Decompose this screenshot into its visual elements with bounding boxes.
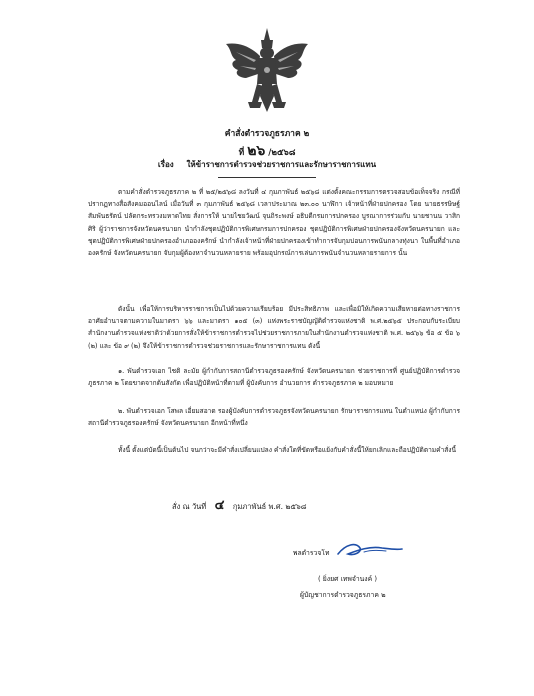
date-suffix: กุมภาพันธ์ พ.ศ. ๒๕๖๘ [232,502,307,511]
order-date [172,494,307,515]
body-paragraph-3-text: ๑. พันตำรวจเอก ไชติ ละมัย ผู้กำกับการสถานีตำรวจภูธรองครักษ์ จังหวัดนครนายก ช่วยราชการที่ ศูนย์ปฏิบัติการตำรวจภูธรภาค ๒ โดยขาดจากต้นสังกัด เพื่อปฏิบัติหน้าที่ตามที่ ผู้บังคับการ อำนวยการ ตำรวจภูธรภาค ๒ มอบหมาย [88,367,460,388]
subject-label: เรื่อง [157,160,174,169]
body-paragraph-4-text: ๒. พันตำรวจเอก โสพล เอี่ยมสอาด รองผู้บังคับการตำรวจภูธรจังหวัดนครนายก รักษาราชการแทน ในตำแหน่ง ผู้กำกับการ สถานีตำรวจภูธรองครักษ์ จังหวัดนครนายก อีกหน้าที่หนึ่ง [88,407,460,428]
subject-text: ให้ข้าราชการตำรวจช่วยราชการและรักษาราชการแทน [186,160,377,169]
body-paragraph-2-text: ดังนั้น เพื่อให้การบริหารราชการเป็นไปด้วยความเรียบร้อย มีประสิทธิภาพ และเพื่อมิให้เกิดความเสียหายต่อทางราชการ อาศัยอำนาจตามความในมาตรา ๖๖ และมาตรา ๑๐๕ (๓) แห่งพระราชบัญญัติตำรวจแห่งชาติ พ.ศ.๒๕๖๕ ประกอบกับระเบียบสำนักงานตำรวจแห่งชาติว่าด้วยการสั่งให้ข้าราชการตำรวจไปช่วยราชการภายในสำนักงานตำรวจแห่งชาติ พ.ศ. ๒๕๖๖ ข้อ ๕ ข้อ ๖ (๒) และ ข้อ ๙ (๒) จึงให้ข้าราชการตำรวจช่วยราชการและรักษาราชการแทน ดังนี้ [88,305,460,350]
order-number-suffix: /๒๕๖๘ [268,148,296,158]
handwritten-signature [334,538,404,562]
body-paragraph-2 [88,303,460,352]
body-paragraph-1-text: ตามคำสั่งตำรวจภูธรภาค ๒ ที่ ๒๕/๒๕๖๘ ลงวันที่ ๔ กุมภาพันธ์ ๒๕๖๘ แต่งตั้งคณะกรรมการตรวจสอบข้อเท็จจริง กรณีที่ปรากฏทางสื่อสังคมออนไลน์ เมื่อวันที่ ๓ กุมภาพันธ์ ๒๕๖๘ เวลาประมาณ ๒๓.๐๐ นาฬิกา เจ้าหน้าที่ฝ่ายปกครอง โดย นายธรรษิษฐ์ สัมพันธรัตน์ ปลัดกระทรวงมหาดไทย สั่งการให้ นายไชยวัฒน์ จุนถิระพงษ์ อธิบดีกรมการปกครอง บูรณาการร่วมกับ นายชานน วาสิกศิริ ผู้ว่าราชการจังหวัดนครนายก นำกำลังชุดปฏิบัติการพิเศษกรมการปกครอง ชุดปฏิบัติการพิเศษฝ่ายปกครองจังหวัดนครนายก และชุดปฏิบัติการพิเศษฝ่ายปกครองอำเภอองครักษ์ นำกำลังเจ้าหน้าที่ฝ่ายปกครองเข้าทำการจับกุมบ่อนการพนันกลางทุ่งนา ในพื้นที่อำเภอองครักษ์ จังหวัดนครนายก จับกุมผู้ต้องหาจำนวนหลายราย พร้อมอุปกรณ์การเล่นการพนันจำนวนหลายรายการ นั้น [88,188,460,258]
signer-rank: พลตำรวจโท [293,549,330,557]
body-paragraph-1 [88,186,460,259]
body-paragraph-4 [88,405,460,429]
body-paragraph-5 [88,444,460,456]
signer-name: ( ยิ่งยศ เทพจำนงค์ ) [318,575,377,583]
subject-line [0,158,534,171]
subject-divider [218,177,316,178]
order-number-prefix: ที่ [238,148,245,158]
order-title: คำสั่งตำรวจภูธรภาค ๒ [224,129,310,139]
order-number-handwritten: ๒๖ [247,143,266,159]
date-day-handwritten: ๔ [214,498,225,513]
body-paragraph-5-text: ทั้งนี้ ตั้งแต่บัดนี้เป็นต้นไป จนกว่าจะมีคำสั่งเปลี่ยนแปลง คำสั่งใดที่ขัดหรือแย้งกับคำสั่งนี้ให้ยกเลิกและถือปฏิบัติตามคำสั่งนี้ [118,446,457,454]
garuda-emblem-icon [222,26,312,118]
date-prefix: สั่ง ณ วันที่ [172,502,207,511]
signer-position: ผู้บัญชาการตำรวจภูธรภาค ๒ [300,591,386,599]
body-paragraph-3 [88,365,460,389]
